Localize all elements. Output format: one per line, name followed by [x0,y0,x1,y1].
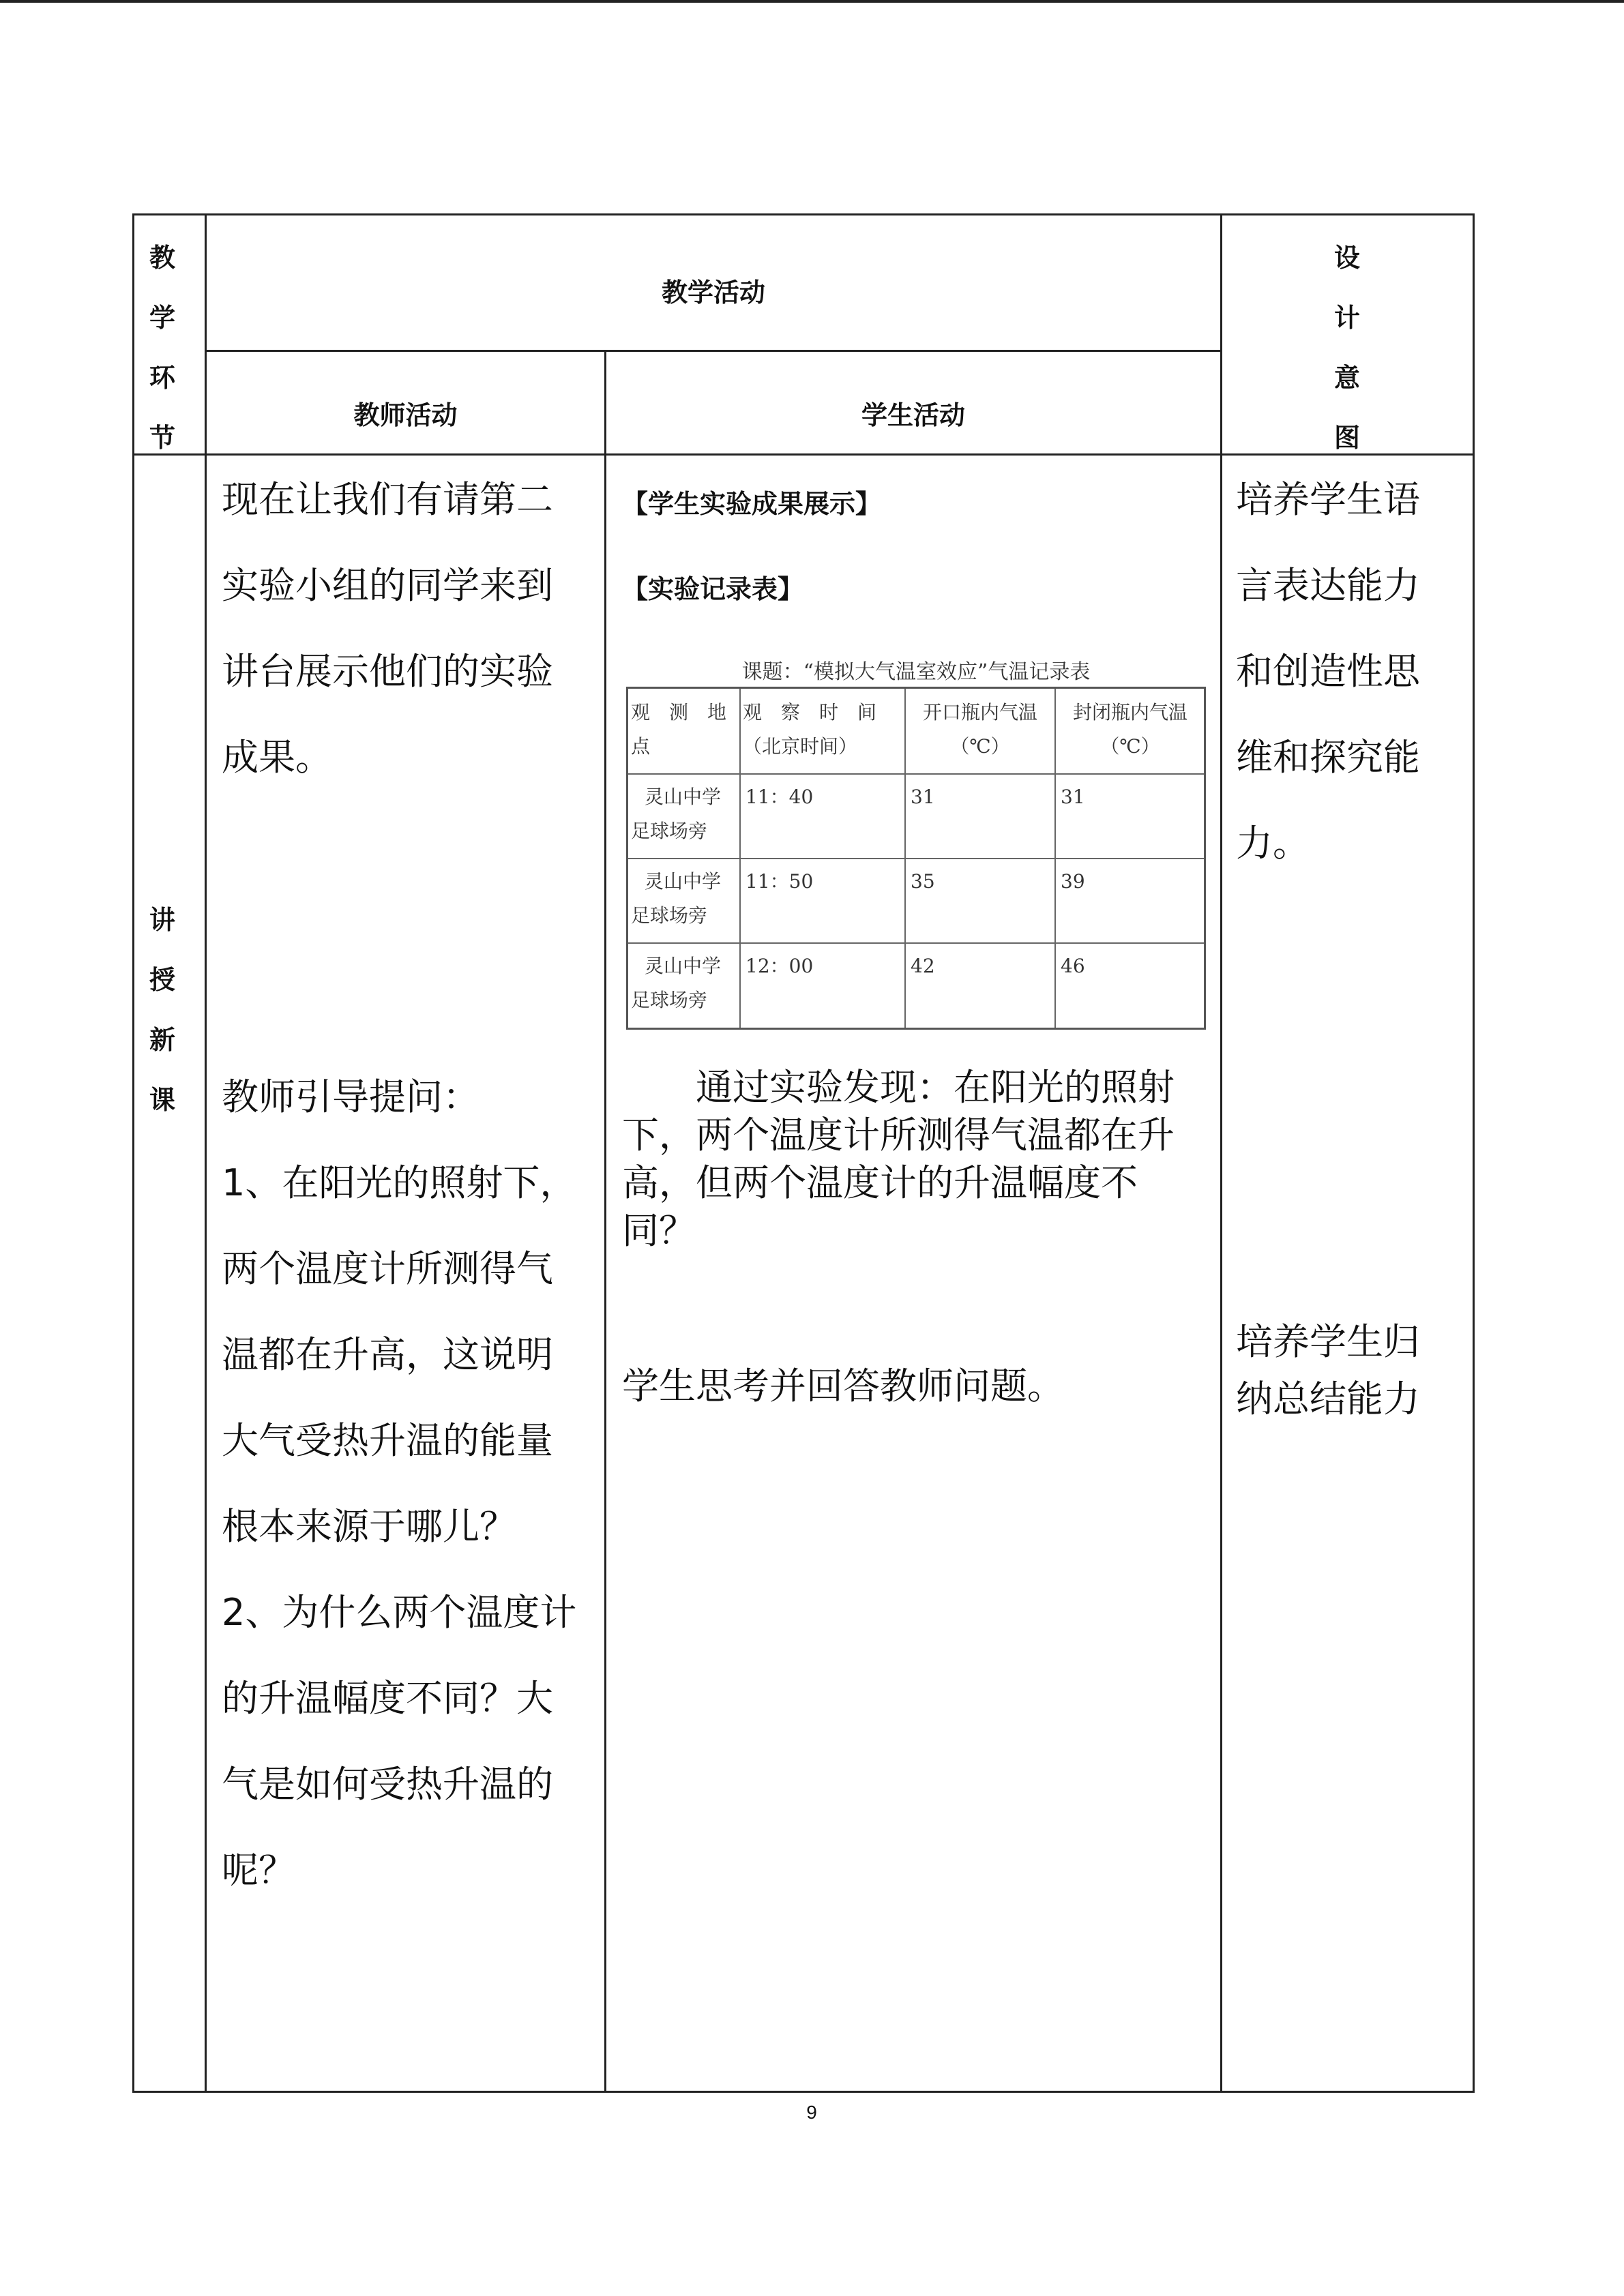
design-intent-2 [1236,1313,1468,1428]
design-line: 培养学生归 [1236,1320,1420,1363]
stage-char: 课 [149,1085,175,1115]
record-caption: 课题：“模拟大气温室效应”气温记录表 [741,660,1091,684]
record-time: 12：00 [745,955,814,977]
header-stage-char: 节 [149,423,175,453]
finding-line: 下，两个温度计所测得气温都在升 [622,1114,1175,1157]
header-design-char: 设 [1333,243,1360,273]
record-header: 封闭瓶内气温（℃） [1072,701,1187,758]
teacher-line: 根本来源于哪儿？ [222,1505,516,1548]
teacher-line: 呢？ [222,1849,295,1892]
record-open-temp: 42 [911,955,935,977]
record-time: 11：50 [745,870,814,893]
header-student: 学生活动 [861,400,965,430]
record-closed-temp: 39 [1061,870,1085,893]
record-header: 观 察 时 间（北京时间） [743,701,877,758]
teacher-line: 气是如何受热升温的 [222,1763,553,1806]
teacher-line: 两个温度计所测得气 [222,1247,553,1290]
stage-char: 新 [149,1025,175,1055]
design-line: 纳总结能力 [1236,1377,1420,1420]
page-number: 9 [806,2102,817,2123]
teacher-line: 教师引导提问： [222,1075,479,1118]
header-stage-char: 教 [149,243,175,273]
header-activities: 教学活动 [661,278,765,308]
design-line: 培养学生语 [1236,478,1420,521]
header-design-char: 意 [1333,363,1360,393]
record-header: 开口瓶内气温（℃） [922,701,1037,758]
record-header: 观 测 地点 [631,701,727,758]
finding-line: 通过实验发现：在阳光的照射 [696,1066,1175,1109]
teacher-line: 实验小组的同学来到 [222,564,553,607]
header-stage-char: 学 [149,303,175,333]
record-time: 11：40 [745,786,814,808]
header-teacher: 教师活动 [353,400,458,430]
design-line: 言表达能力 [1236,564,1420,607]
finding-line: 高，但两个温度计的升温幅度不 [622,1161,1138,1204]
record-closed-temp: 31 [1061,786,1085,808]
design-intent-1 [1236,457,1468,886]
teacher-intro [222,457,604,801]
design-line: 和创造性思 [1236,650,1420,693]
record-closed-temp: 46 [1061,955,1085,977]
record-open-temp: 31 [911,786,935,808]
page-top-border [0,0,1624,3]
teacher-line: 成果。 [222,736,332,779]
student-answer: 学生思考并回答教师问题。 [622,1365,1064,1407]
header-design-char: 图 [1333,423,1360,453]
record-table [626,687,1206,1030]
teacher-line: 讲台展示他们的实验 [222,650,553,693]
teacher-line: 1、在阳光的照射下， [222,1161,577,1204]
design-line: 力。 [1236,822,1310,865]
teacher-questions [222,1054,604,1913]
record-open-temp: 35 [911,870,935,893]
stage-char: 授 [149,965,175,995]
student-finding [622,1064,1215,1255]
finding-line: 同？ [622,1209,696,1252]
record-place: 灵山中学足球场旁 [631,786,722,842]
stage-char: 讲 [149,905,175,935]
student-record-title: 【实验记录表】 [622,574,804,604]
teacher-line: 2、为什么两个温度计 [222,1591,577,1634]
teacher-line: 的升温幅度不同？大 [222,1677,553,1720]
header-design-char: 计 [1333,303,1360,333]
teacher-line: 温都在升高，这说明 [222,1333,553,1376]
header-stage-char: 环 [149,363,175,393]
teacher-line: 大气受热升温的能量 [222,1419,553,1462]
teacher-line: 现在让我们有请第二 [222,478,553,521]
student-result-title: 【学生实验成果展示】 [622,489,882,519]
record-place: 灵山中学足球场旁 [631,955,722,1011]
design-line: 维和探究能 [1236,736,1420,779]
record-place: 灵山中学足球场旁 [631,870,722,927]
